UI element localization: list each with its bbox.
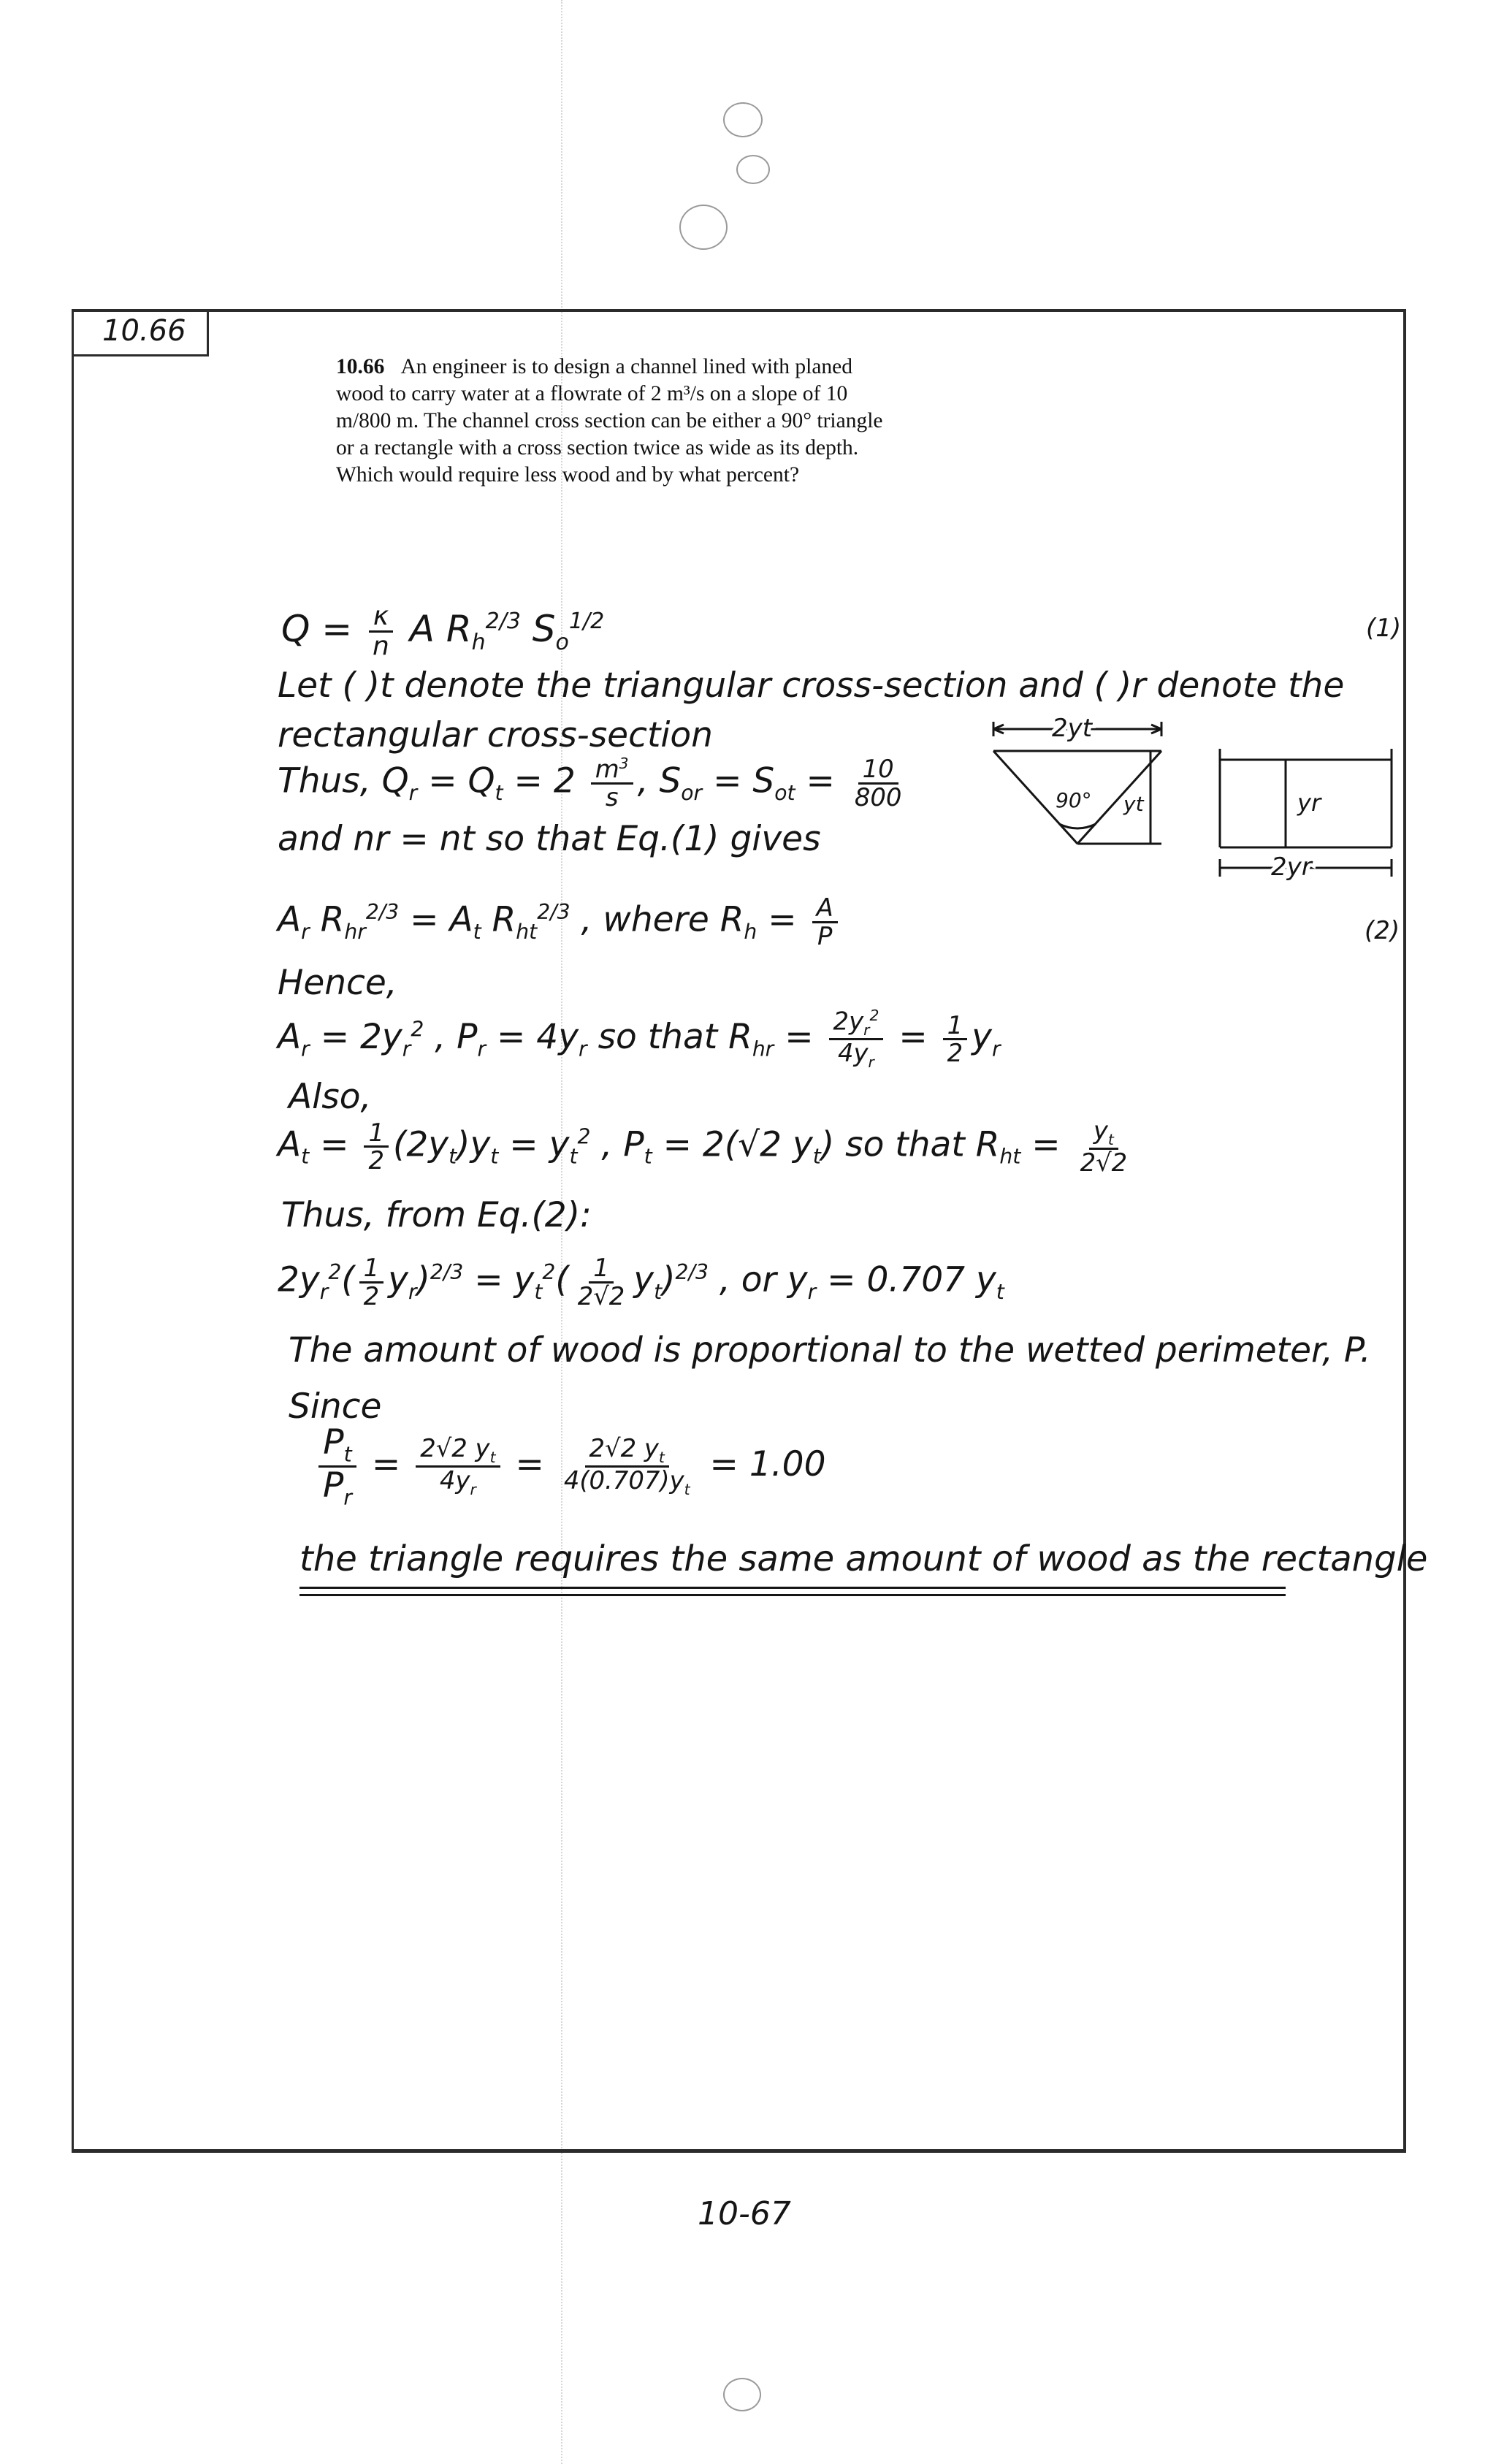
problem-line-3: m/800 m. The channel cross section can be either a 90° triangle [336, 409, 883, 432]
problem-line-4: or a rectangle with a cross section twice as wide as its depth. [336, 436, 859, 459]
conclusion: the triangle requires the same amount of wood as the rectangle [299, 1538, 1428, 1579]
binder-hole [723, 2378, 761, 2411]
binder-hole [736, 155, 770, 184]
problem-tag: 10.66 [102, 314, 186, 348]
conclusion-underline [299, 1587, 1286, 1589]
and-line: and nr = nt so that Eq.(1) gives [278, 819, 821, 859]
equation-2: $A_r$ $R_{hr}^{2/3} = A_t$ $R_{ht}^{2/3}$ , where $R_h$ = $\frac{A}{P}$ [278, 895, 842, 949]
rect-depth-label: yr [1297, 789, 1321, 817]
triangle-depth-label: yt [1123, 792, 1144, 816]
rect-width-label: 2yr [1271, 853, 1312, 882]
problem-number: 10.66 [336, 355, 385, 378]
problem-statement [336, 354, 883, 489]
problem-line-5: Which would require less wood and by what percent? [336, 463, 800, 487]
conclusion-underline [299, 1594, 1286, 1596]
binder-hole [679, 205, 728, 250]
problem-line-2: wood to carry water at a flowrate of 2 m³/s on a slope of 10 [336, 382, 848, 405]
rect-line: rectangular cross-section [278, 715, 713, 755]
since-line: Since [289, 1387, 382, 1427]
triangle-angle-label: 90° [1056, 788, 1092, 812]
triangle-width-label: 2yt [1052, 716, 1093, 743]
page-frame [72, 309, 1406, 2153]
problem-line-1: 10.66 An engineer is to design a channel lined with planed [336, 355, 853, 378]
cross-section-diagram [979, 716, 1402, 891]
also-line: Also, [289, 1077, 372, 1117]
substitution-line: $2y_r^2$( $\frac{1}{2}$ $y_r)^{2/3} = y_t^2$( $\frac{1}{2√2}$ $y_t)^{2/3}$ , or $y_r = 0.707$ $y_t$ [278, 1254, 1004, 1311]
wood-line: The amount of wood is proportional to the wetted perimeter, P. [289, 1330, 1371, 1370]
thus-from-line: Thus, from Eq.(2): [281, 1195, 592, 1235]
equation-number-2: (2) [1365, 916, 1400, 945]
binder-hole [723, 102, 763, 137]
page-number: 10-67 [698, 2195, 791, 2232]
hence-line: Hence, [278, 963, 397, 1003]
ratio-line: $\frac{P_t}{P_r}$ = $\frac{2√2 y_t}{4y_r}$ = $\frac{2√2 y_t}{4(0.707)y_t}$ = 1.00 [314, 1424, 825, 1508]
equation-number-1: (1) [1366, 614, 1402, 643]
let-line: Let ( )t denote the triangular cross-section and ( )r denote the [278, 665, 1345, 706]
rect-relations: $A_r = 2y_r^2$ , $P_r = 4y_r$ so that $R_{hr}$ = $\frac{2y_r^2}{4y_r}$ = $\frac{1}{2}$ $y_r$ [278, 1007, 1001, 1072]
triangle-relations: $A_t$ = $\frac{1}{2}$ $(2y_t)y_t = y_t^2$ , $P_t = 2(√2$ $y_t$) so that $R_{ht}$ = $\frac{y_t}{2√2}$ [278, 1116, 1128, 1178]
manning-equation: Q = $\frac{\kappa}{n}$ A $R_h^{2/3}$ $S_o^{1/2}$ [281, 601, 605, 661]
thus-line: Thus, $Q_r = Q_t = 2$ $\frac{m^3}{s}$ , $S_{or} = S_{ot}$ = $\frac{10}{800}$ [278, 755, 902, 812]
